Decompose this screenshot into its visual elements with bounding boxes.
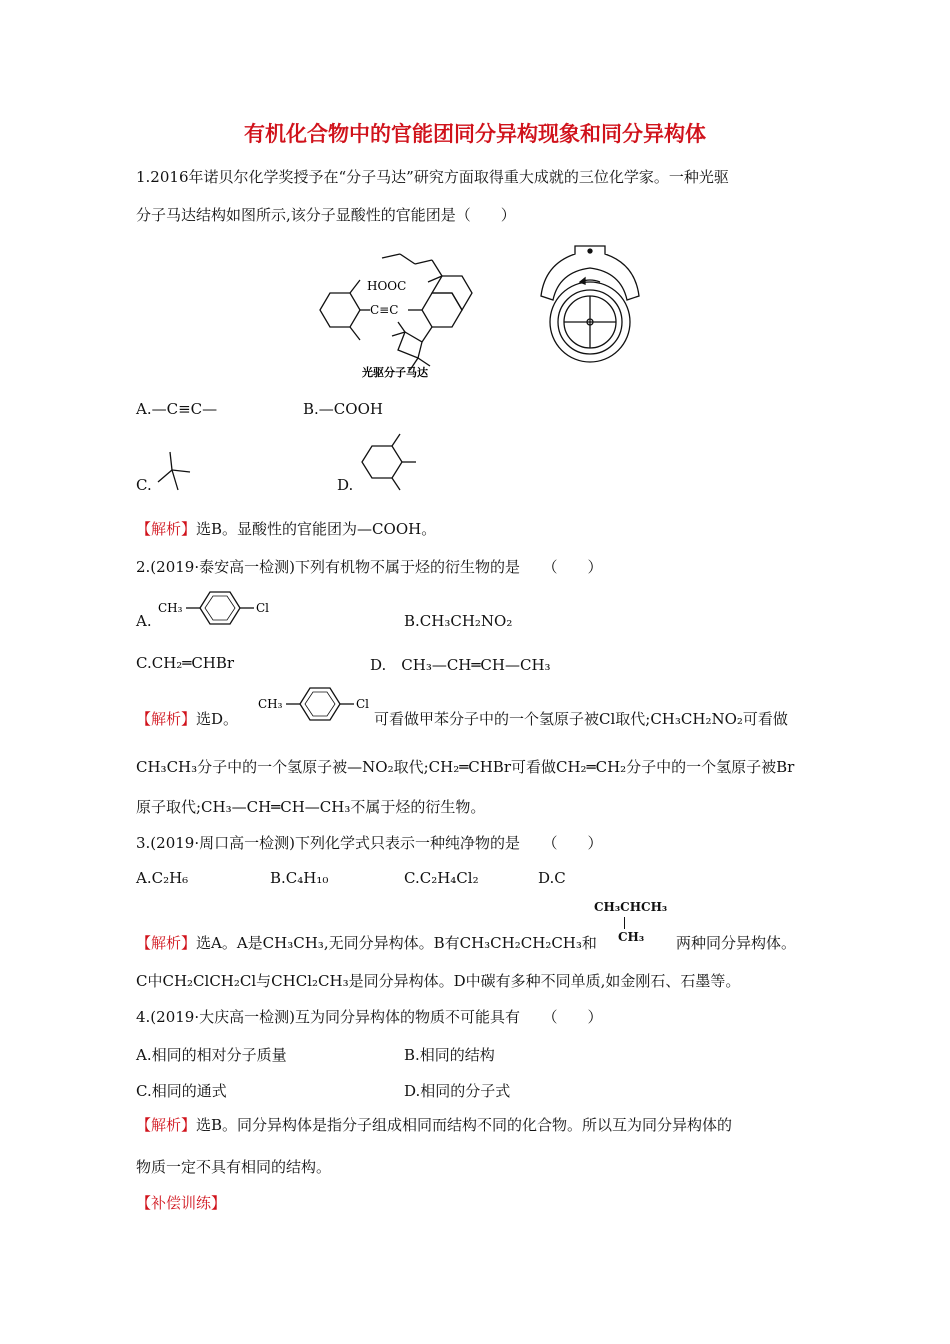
figure-caption: 光驱分子马达 [362,366,428,379]
ring-cl-label: Cl [356,697,370,711]
hooc-label: HOOC [367,279,407,293]
q4-analysis [136,1114,732,1135]
q1-analysis-text: 选B。显酸性的官能团为—COOH。 [196,520,437,538]
q4-option-b[interactable]: B.相同的结构 [404,1046,495,1064]
q3-option-a[interactable]: A.C₂H₆ [136,869,189,887]
q3-analysis [136,932,597,953]
q3-analysis-line2: C中CH₂ClCH₂Cl与CHCl₂CH₃是同分异构体。D中碳有多种不同单质,如金刚石、石墨等。 [136,972,741,990]
q4-analysis-line2: 物质一定不具有相同的结构。 [136,1158,332,1176]
q1-option-b[interactable]: B.—COOH [303,400,383,418]
q2-stem: 2.(2019·泰安高一检测)下列有机物不属于烃的衍生物的是 （ ） [136,558,603,576]
q2-analysis-line2: CH₃CH₃分子中的一个氢原子被—NO₂取代;CH₂═CHBr可看做CH₂═CH₂分子中的一个氢原子被Br [136,758,795,776]
supplement-training-heading: 【补偿训练】 [136,1194,227,1212]
q1-option-c[interactable]: C. [136,476,152,494]
analysis-tag: 【解析】 [136,1116,197,1134]
q2-option-d[interactable]: D. CH₃—CH═CH—CH₃ [370,656,551,674]
q4-option-c[interactable]: C.相同的通式 [136,1082,227,1100]
q1-analysis [136,518,436,539]
branch-bond-line [624,917,625,929]
q2-analysis-lead: 选D。 [196,710,239,728]
molecular-motor-structure-figure [310,250,490,380]
analysis-tag: 【解析】 [136,710,197,728]
q2-option-b[interactable]: B.CH₃CH₂NO₂ [404,612,513,630]
q3-option-b[interactable]: B.C₄H₁₀ [270,869,329,887]
q1-option-a[interactable]: A.—C≡C— [136,400,218,418]
q2-analysis-rest: 可看做甲苯分子中的一个氢原子被Cl取代;CH₃CH₂NO₂可看做 [374,710,788,728]
ring-ch3-label: CH₃ [258,697,283,711]
motor-gear-illustration [535,238,645,368]
q4-option-d[interactable]: D.相同的分子式 [404,1082,511,1100]
q4-analysis-line1: 选B。同分异构体是指分子组成相同而结构不同的化合物。所以互为同分异构体的 [196,1116,733,1134]
q3-analysis-part2: 两种同分异构体。 [676,934,797,952]
q1-option-d[interactable]: D. [337,476,354,494]
q2-option-c[interactable]: C.CH₂═CHBr [136,654,235,672]
branch-bottom-formula: CH₃ [618,930,645,944]
isobutane-branch-formula [594,900,674,946]
q4-option-a[interactable]: A.相同的相对分子质量 [136,1046,287,1064]
ring-cl-label: Cl [256,601,270,615]
q4-stem: 4.(2019·大庆高一检测)互为同分异构体的物质不可能具有 （ ） [136,1008,603,1026]
q1-stem-line1: 1.2016年诺贝尔化学奖授予在“分子马达”研究方面取得重大成就的三位化学家。一种光驱 [136,168,729,186]
q3-stem: 3.(2019·周口高一检测)下列化学式只表示一种纯净物的是 （ ） [136,834,603,852]
q3-analysis-part1: 选A。A是CH₃CH₃,无同分异构体。B有CH₃CH₂CH₂CH₃和 [196,934,597,952]
branch-top-formula: CH₃CHCH₃ [594,900,668,914]
q2-chlorotoluene-structure [156,588,276,632]
q2-option-a[interactable]: A. [136,612,152,630]
q2-analysis-chlorotoluene-structure [256,684,376,728]
page-title: 有机化合物中的官能团同分异构现象和同分异构体 [244,122,706,146]
q3-option-d[interactable]: D.C [538,869,566,887]
triple-bond-label: C≡C [370,303,399,317]
q2-analysis-line3: 原子取代;CH₃—CH═CH—CH₃不属于烃的衍生物。 [136,798,486,816]
analysis-tag: 【解析】 [136,934,197,952]
analysis-tag: 【解析】 [136,520,197,538]
q1-stem-line2: 分子马达结构如图所示,该分子显酸性的官能团是（ ） [136,206,516,224]
dimethylbenzene-structure [354,432,424,494]
tert-butyl-structure [152,450,194,492]
q3-option-c[interactable]: C.C₂H₄Cl₂ [404,869,479,887]
ring-ch3-label: CH₃ [158,601,183,615]
q2-analysis [136,708,238,729]
